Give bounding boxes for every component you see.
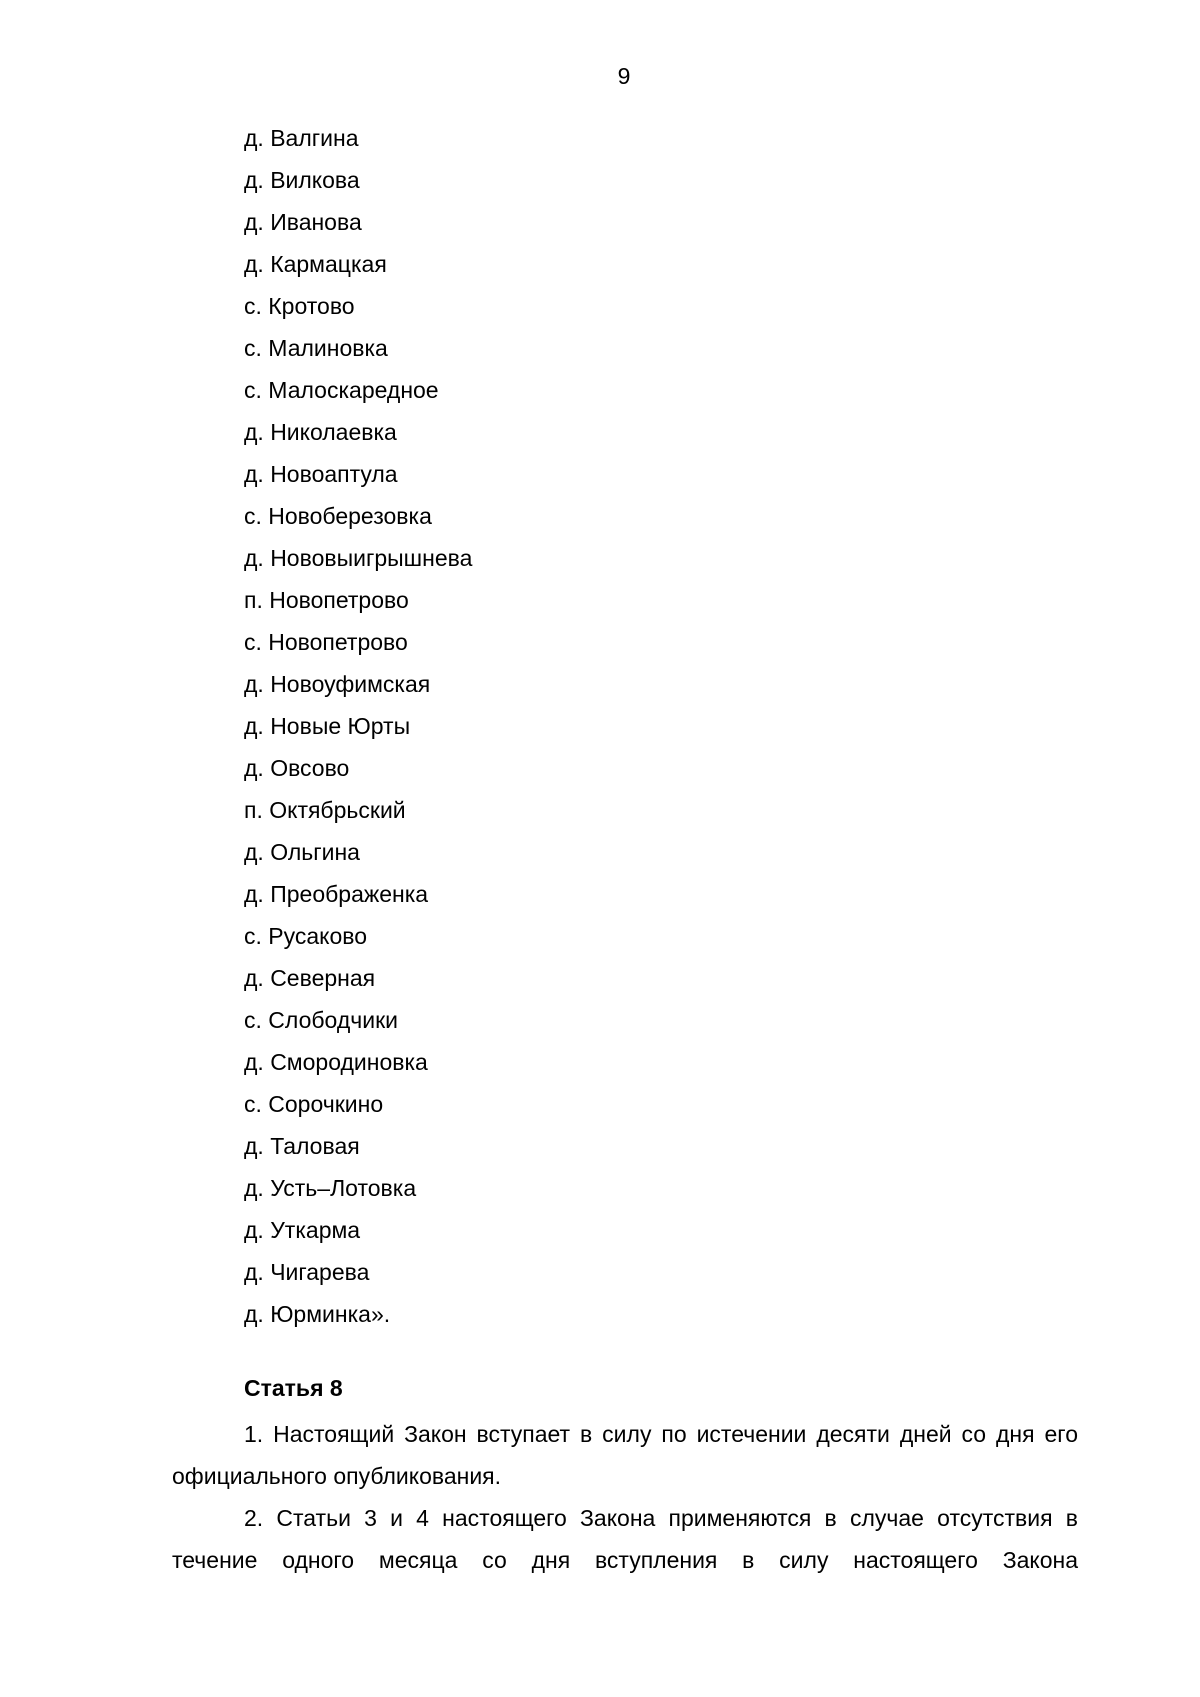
article-paragraph-2: 2. Статьи 3 и 4 настоящего Закона применяются в случае отсутствия в течение одного месяца со дня вступления в силу настоящего Закона	[172, 1505, 1078, 1573]
settlement-list	[244, 117, 472, 1335]
list-item: с. Малоскаредное	[244, 377, 439, 403]
list-item: д. Усть–Лотовка	[244, 1175, 417, 1201]
list-item: д. Смородиновка	[244, 1049, 428, 1075]
list-item: д. Чигарева	[244, 1259, 370, 1285]
list-item: п. Октябрьский	[244, 797, 406, 823]
list-item: д. Вилкова	[244, 167, 360, 193]
list-item: с. Малиновка	[244, 335, 388, 361]
list-item: д. Ольгина	[244, 839, 360, 865]
list-item: с. Новоберезовка	[244, 503, 432, 529]
article-heading: Статья 8	[244, 1375, 343, 1401]
list-item: д. Иванова	[244, 209, 362, 235]
list-item: с. Русаково	[244, 923, 368, 949]
list-item: д. Новоаптула	[244, 461, 398, 487]
list-item: с. Новопетрово	[244, 629, 408, 655]
list-item: с. Слободчики	[244, 1007, 398, 1033]
list-item: д. Новоуфимская	[244, 671, 431, 697]
list-item: с. Сорочкино	[244, 1091, 384, 1117]
list-item: д. Таловая	[244, 1133, 360, 1159]
list-item: д. Юрминка».	[244, 1301, 391, 1327]
page-number: 9	[617, 63, 631, 89]
list-item: д. Овсово	[244, 755, 350, 781]
list-item: д. Николаевка	[244, 419, 397, 445]
list-item: д. Преображенка	[244, 881, 429, 907]
list-item: д. Валгина	[244, 125, 359, 151]
list-item: д. Кармацкая	[244, 251, 387, 277]
list-item: д. Новые Юрты	[244, 713, 411, 739]
article-body	[172, 1413, 1078, 1581]
list-item: д. Нововыигрышнева	[244, 545, 473, 571]
list-item: с. Кротово	[244, 293, 355, 319]
list-item: п. Новопетрово	[244, 587, 409, 613]
article-paragraph-1: 1. Настоящий Закон вступает в силу по истечении десяти дней со дня его официального опубликования.	[172, 1421, 1078, 1489]
list-item: д. Уткарма	[244, 1217, 361, 1243]
list-item: д. Северная	[244, 965, 376, 991]
